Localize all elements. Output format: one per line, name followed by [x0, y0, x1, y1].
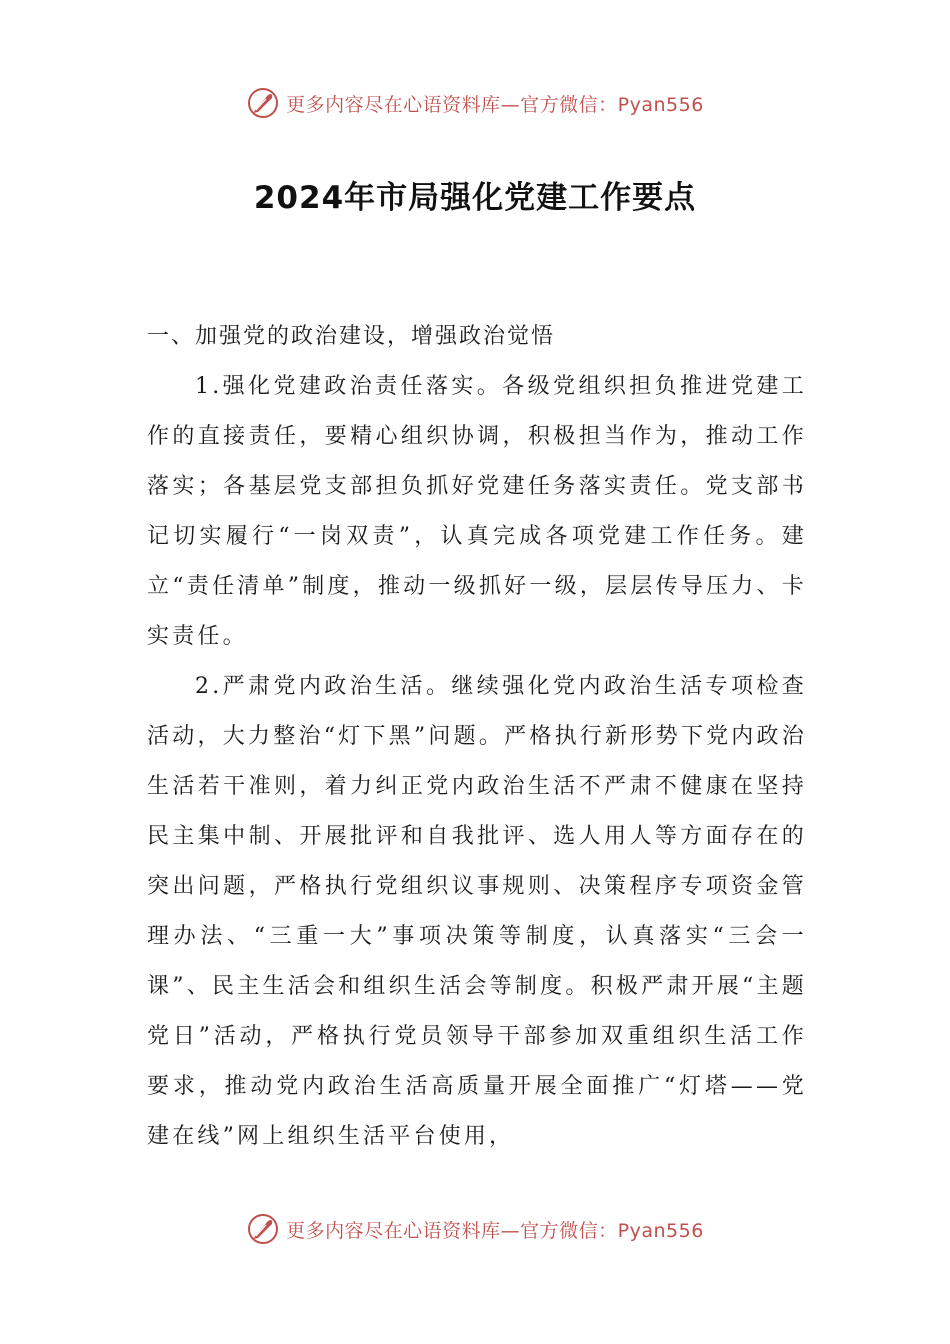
paragraph-1: 1.强化党建政治责任落实。各级党组织担负推进党建工作的直接责任，要精心组织协调，积极担当作为，推动工作落实；各基层党支部担负抓好党建任务落实责任。党支部书记切实履行“一岗双责”，认真完成各项党建工作任务。建立“责任清单”制度，推动一级抓好一级，层层传导压力、卡实责任。	[147, 374, 807, 649]
watermark-header	[0, 86, 950, 120]
document-body	[147, 312, 807, 1162]
document-title: 2024年市局强化党建工作要点	[253, 180, 697, 216]
watermark-footer	[0, 1212, 950, 1246]
paragraph-2: 2.严肃党内政治生活。继续强化党内政治生活专项检查活动，大力整治“灯下黑”问题。严格执行新形势下党内政治生活若干准则，着力纠正党内政治生活不严肃不健康在坚持民主集中制、开展批评和自我批评、选人用人等方面存在的突出问题，严格执行党组织议事规则、决策程序专项资金管理办法、“三重一大”事项决策等制度，认真落实“三会一课”、民主生活会和组织生活会等制度。积极严肃开展“主题党日”活动，严格执行党员领导干部参加双重组织生活工作要求，推动党内政治生活高质量开展全面推广“灯塔——党建在线”网上组织生活平台使用，	[147, 674, 807, 1149]
watermark-text: 更多内容尽在心语资料库—官方微信：Pyan556	[286, 1219, 704, 1242]
watermark-text: 更多内容尽在心语资料库—官方微信：Pyan556	[286, 93, 704, 116]
section-heading: 一、加强党的政治建设，增强政治觉悟	[147, 324, 556, 349]
feather-pen-logo-icon	[246, 1212, 280, 1246]
feather-pen-logo-icon	[246, 86, 280, 120]
